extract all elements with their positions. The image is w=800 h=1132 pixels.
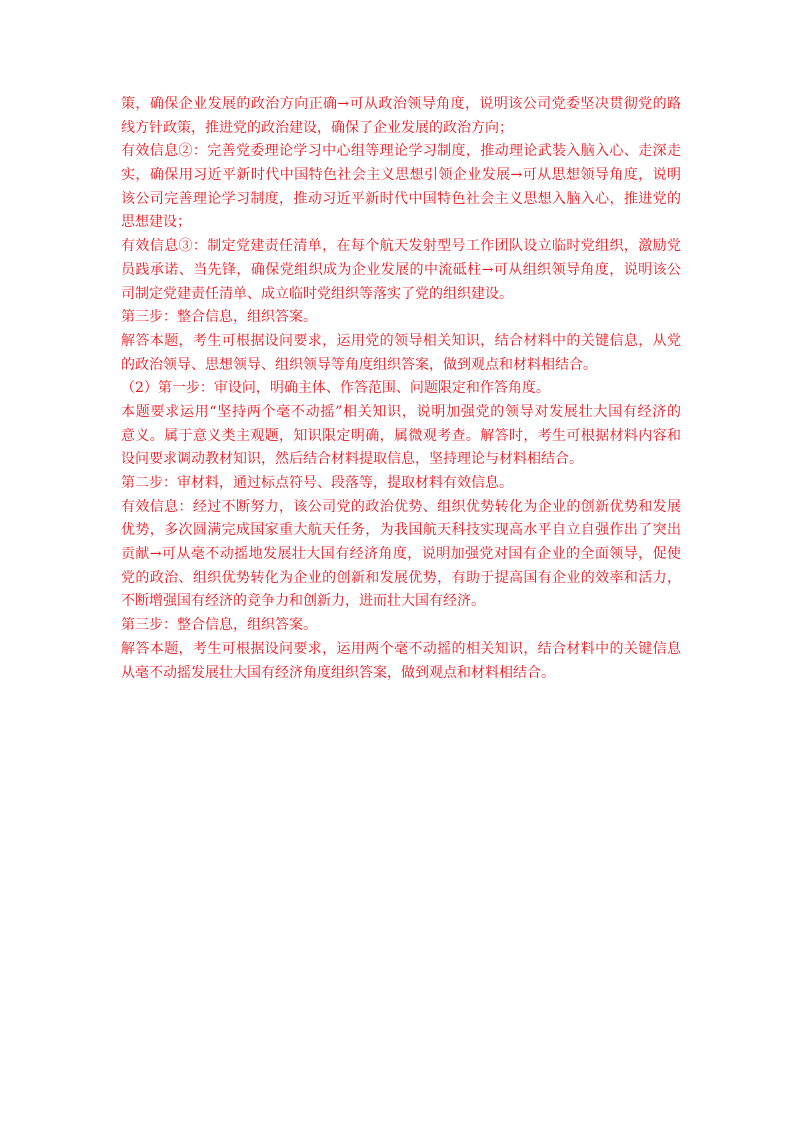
text-line: （2）第一步：审设问，明确主体、作答范围、问题限定和作答角度。: [121, 380, 550, 397]
text-line: 设问要求调动教材知识，然后结合材料提取信息，坚持理论与材料相结合。: [121, 451, 583, 468]
text-line: 第二步：审材料，通过标点符号、段落等，提取材料有效信息。: [121, 475, 513, 491]
text-line: 解答本题，考生可根据设问要求，运用党的领导相关知识，结合材料中的关键信息，从党: [121, 332, 681, 349]
text-line: 不断增强国有经济的竞争力和创新力，进而壮大国有经济。: [121, 593, 485, 610]
text-line: 思想建设；: [121, 214, 191, 231]
text-line: 实，确保用习近平新时代中国特色社会主义思想引领企业发展→可从思想领导角度，说明: [121, 167, 681, 184]
text-line: 优势，多次圆满完成国家重大航天任务，为我国航天科技实现高水平自立自强作出了突出: [121, 522, 681, 539]
text-line: 贡献→可从毫不动摇地发展壮大国有经济角度，说明加强党对国有企业的全面领导，促使: [121, 546, 681, 563]
text-line: 本题要求运用“坚持两个毫不动摇”相关知识，说明加强党的领导对发展壮大国有经济的: [121, 403, 681, 420]
text-line: 有效信息：经过不断努力，该公司党的政治优势、组织优势转化为企业的创新优势和发展: [121, 498, 681, 515]
text-line: 的政治领导、思想领导、组织领导等角度组织答案，做到观点和材料相结合。: [121, 356, 597, 373]
text-line: 员践承诺、当先锋，确保党组织成为企业发展的中流砥柱→可从组织领导角度，说明该公: [121, 261, 681, 278]
text-line: 解答本题，考生可根据设问要求，运用两个毫不动摇的相关知识，结合材料中的关键信息: [121, 640, 681, 657]
text-line: 司制定党建责任清单、成立临时党组织等落实了党的组织建设。: [121, 285, 513, 302]
text-line: 有效信息②：完善党委理论学习中心组等理论学习制度，推动理论武装入脑入心、走深走: [121, 143, 681, 160]
text-line: 第三步：整合信息，组织答案。: [121, 309, 317, 326]
text-line: 从毫不动摇发展壮大国有经济角度组织答案，做到观点和材料相结合。: [121, 664, 555, 681]
document-body: [121, 93, 681, 685]
text-line: 策，确保企业发展的政治方向正确→可从政治领导角度，说明该公司党委坚决贯彻党的路: [121, 96, 681, 112]
text-line: 有效信息③：制定党建责任清单，在每个航天发射型号工作团队设立临时党组织，激励党: [121, 238, 681, 255]
text-line: 该公司完善理论学习制度，推动习近平新时代中国特色社会主义思想入脑入心，推进党的: [121, 190, 681, 207]
text-line: 线方针政策，推进党的政治建设，确保了企业发展的政治方向；: [121, 119, 513, 136]
text-line: 党的政治、组织优势转化为企业的创新和发展优势，有助于提高国有企业的效率和活力，: [121, 569, 681, 586]
text-line: 意义。属于意义类主观题，知识限定明确，属微观考查。解答时，考生可根据材料内容和: [121, 427, 681, 444]
text-line: 第三步：整合信息，组织答案。: [121, 617, 317, 634]
